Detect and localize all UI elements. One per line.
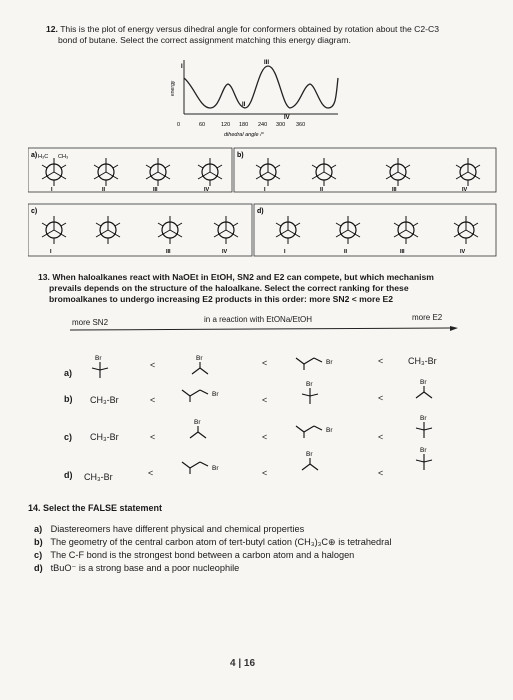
br-a3: Br: [326, 359, 333, 366]
structure-a2-secondary: [192, 362, 208, 374]
header-reaction: in a reaction with EtONa/EtOH: [204, 315, 313, 324]
q13-option-d-label: d): [64, 470, 73, 480]
br-d4: Br: [420, 447, 427, 454]
option-d-label: d): [257, 208, 264, 215]
label-IV-d: IV: [460, 249, 466, 255]
x-axis-label: dihedral angle /°: [224, 132, 264, 138]
methyl-bromide-c: CH₃-Br: [90, 432, 119, 442]
methyl-bromide-a: CH₃-Br: [408, 356, 437, 366]
q14-option-a-text: Diastereomers have different physical and chemical properties: [50, 524, 305, 534]
question-12-text-1: This is the plot of energy versus dihedral angle for conformers obtained by rotation about the C2-C3: [60, 24, 440, 34]
label-II-b: II: [320, 187, 324, 193]
newman-d-3: [394, 216, 418, 244]
newman-d-1: [276, 216, 300, 244]
structure-c4-tbutyl: [416, 422, 432, 438]
label-I-d: I: [284, 249, 286, 255]
lt-c3: <: [378, 432, 384, 442]
lt-a3: <: [378, 356, 384, 366]
question-13-line-3: bromoalkanes to undergo increasing E2 products in this order: more SN2 < more E2: [49, 294, 394, 304]
question-12-number: 12.: [46, 24, 58, 34]
newman-b-3: [386, 158, 410, 186]
q14-option-b[interactable]: [34, 536, 494, 549]
marker-IV: IV: [284, 115, 290, 121]
energy-diagram: [160, 56, 380, 146]
header-more-sn2: more SN2: [72, 318, 109, 327]
methyl-bromide-b: CH₃-Br: [90, 395, 119, 405]
newman-d-4: [454, 216, 478, 244]
methyl-bromide-d: CH₃-Br: [84, 472, 113, 482]
label-III-a: III: [153, 187, 158, 193]
q13-option-a-label: a): [64, 368, 73, 378]
br-a2: Br: [196, 355, 203, 362]
page-number: 4 | 16: [230, 658, 256, 669]
label-II-d: II: [344, 249, 348, 255]
xtick-0: 0: [177, 122, 181, 128]
newman-c-3: [158, 216, 182, 244]
newman-c-1: [42, 216, 66, 244]
xtick-300: 300: [276, 122, 286, 128]
header-more-e2: more E2: [412, 313, 443, 322]
bromoalkane-structures: [0, 340, 513, 490]
label-I-a: I: [51, 187, 53, 193]
q13-option-c-label: c): [64, 432, 73, 442]
option-c-label: c): [31, 208, 38, 215]
structure-c3-primary: [296, 426, 322, 438]
q14-option-b-text: The geometry of the central carbon atom of tert-butyl cation (CH₃)₃C⊕ is tetrahedral: [50, 537, 392, 547]
option-b-label: b): [237, 152, 244, 159]
structure-b2-primary: [182, 390, 208, 402]
xtick-360: 360: [296, 122, 306, 128]
newman-c-2: [96, 216, 120, 244]
label-III-b: III: [392, 187, 397, 193]
q14-option-c-label: c): [34, 550, 43, 560]
newman-b-1: [256, 158, 280, 186]
label-I-b: I: [264, 187, 266, 193]
option-b-box: [234, 148, 496, 192]
br-c2: Br: [194, 419, 201, 426]
q14-option-d-text: tBuO⁻ is a strong base and a poor nucleophile: [50, 563, 240, 573]
option-a-label: a): [31, 152, 38, 159]
structure-d4-tbutyl: [416, 454, 432, 470]
q14-option-c[interactable]: [34, 549, 494, 562]
lt-b3: <: [378, 393, 384, 403]
x-tick-labels: [177, 122, 305, 128]
lt-b2: <: [262, 395, 268, 405]
q14-option-c-text: The C-F bond is the strongest bond between a carbon atom and a halogen: [50, 550, 355, 560]
question-13-line-1: 13. When haloalkanes react with NaOEt in EtOH, SN2 and E2 can compete, but which mechanism: [38, 272, 434, 282]
q14-option-b-label: b): [34, 537, 43, 547]
newman-d-2: [336, 216, 360, 244]
xtick-60: 60: [199, 122, 206, 128]
y-axis-label: energy: [170, 80, 176, 96]
lt-d2: <: [262, 468, 268, 478]
marker-III: III: [264, 60, 270, 66]
structure-c2-secondary: [190, 426, 206, 438]
br-c4: Br: [420, 415, 427, 422]
marker-II: II: [242, 102, 246, 108]
q14-option-a[interactable]: [34, 523, 494, 536]
lt-c1: <: [150, 432, 156, 442]
question-13-prompt: [38, 272, 488, 305]
structure-b3-tbutyl: [302, 388, 318, 404]
lt-d1: <: [148, 468, 154, 478]
structure-a1-tbutyl: [92, 362, 108, 378]
structure-a3-primary: [296, 358, 322, 370]
q14-option-d-label: d): [34, 563, 43, 573]
br-b3: Br: [306, 381, 313, 388]
label-h3c-a: H₃C: [38, 154, 49, 160]
q14-option-d[interactable]: [34, 562, 494, 575]
lt-d3: <: [378, 468, 384, 478]
label-II-a: II: [102, 187, 106, 193]
label-III-d: III: [400, 249, 405, 255]
label-IV-b: IV: [462, 187, 468, 193]
question-13-line-2: prevails depends on the structure of the haloalkane. Select the correct ranking for these: [49, 283, 409, 293]
newman-b-2: [312, 158, 336, 186]
structure-b4-secondary: [416, 386, 432, 398]
structure-d2-primary: [182, 462, 208, 474]
newman-c-4: [214, 216, 238, 244]
lt-b1: <: [150, 395, 156, 405]
question-12-text-2: bond of butane. Select the correct assignment matching this energy diagram.: [58, 35, 351, 45]
lt-a2: <: [262, 358, 268, 368]
question-12-prompt: [46, 24, 486, 46]
marker-I: I: [181, 64, 183, 70]
xtick-120: 120: [221, 122, 231, 128]
newman-a-2: [94, 158, 118, 186]
newman-b-4: [456, 158, 480, 186]
br-b2: Br: [212, 391, 219, 398]
br-d2: Br: [212, 465, 219, 472]
q13-option-b-label: b): [64, 394, 73, 404]
br-a1: Br: [95, 355, 102, 362]
label-III-c: III: [166, 249, 171, 255]
label-IV-a: IV: [204, 187, 210, 193]
question-14-title: 14. Select the FALSE statement: [28, 503, 163, 513]
structure-d3-secondary: [302, 458, 318, 470]
lt-c2: <: [262, 432, 268, 442]
br-c3: Br: [326, 427, 333, 434]
label-I-c: I: [50, 249, 52, 255]
xtick-180: 180: [239, 122, 249, 128]
energy-curve: [184, 66, 338, 108]
question-14-options: [34, 523, 494, 575]
header-arrow: [70, 326, 460, 336]
br-b4: Br: [420, 379, 427, 386]
br-d3: Br: [306, 451, 313, 458]
label-IV-c: IV: [222, 249, 228, 255]
xtick-240: 240: [258, 122, 268, 128]
label-ch3-a: CH₃: [58, 154, 69, 160]
lt-a1: <: [150, 360, 156, 370]
q14-option-a-label: a): [34, 524, 43, 534]
newman-a-4: [198, 158, 222, 186]
newman-a-3: [146, 158, 170, 186]
newman-a-1: [42, 158, 66, 186]
newman-options: [28, 146, 498, 266]
